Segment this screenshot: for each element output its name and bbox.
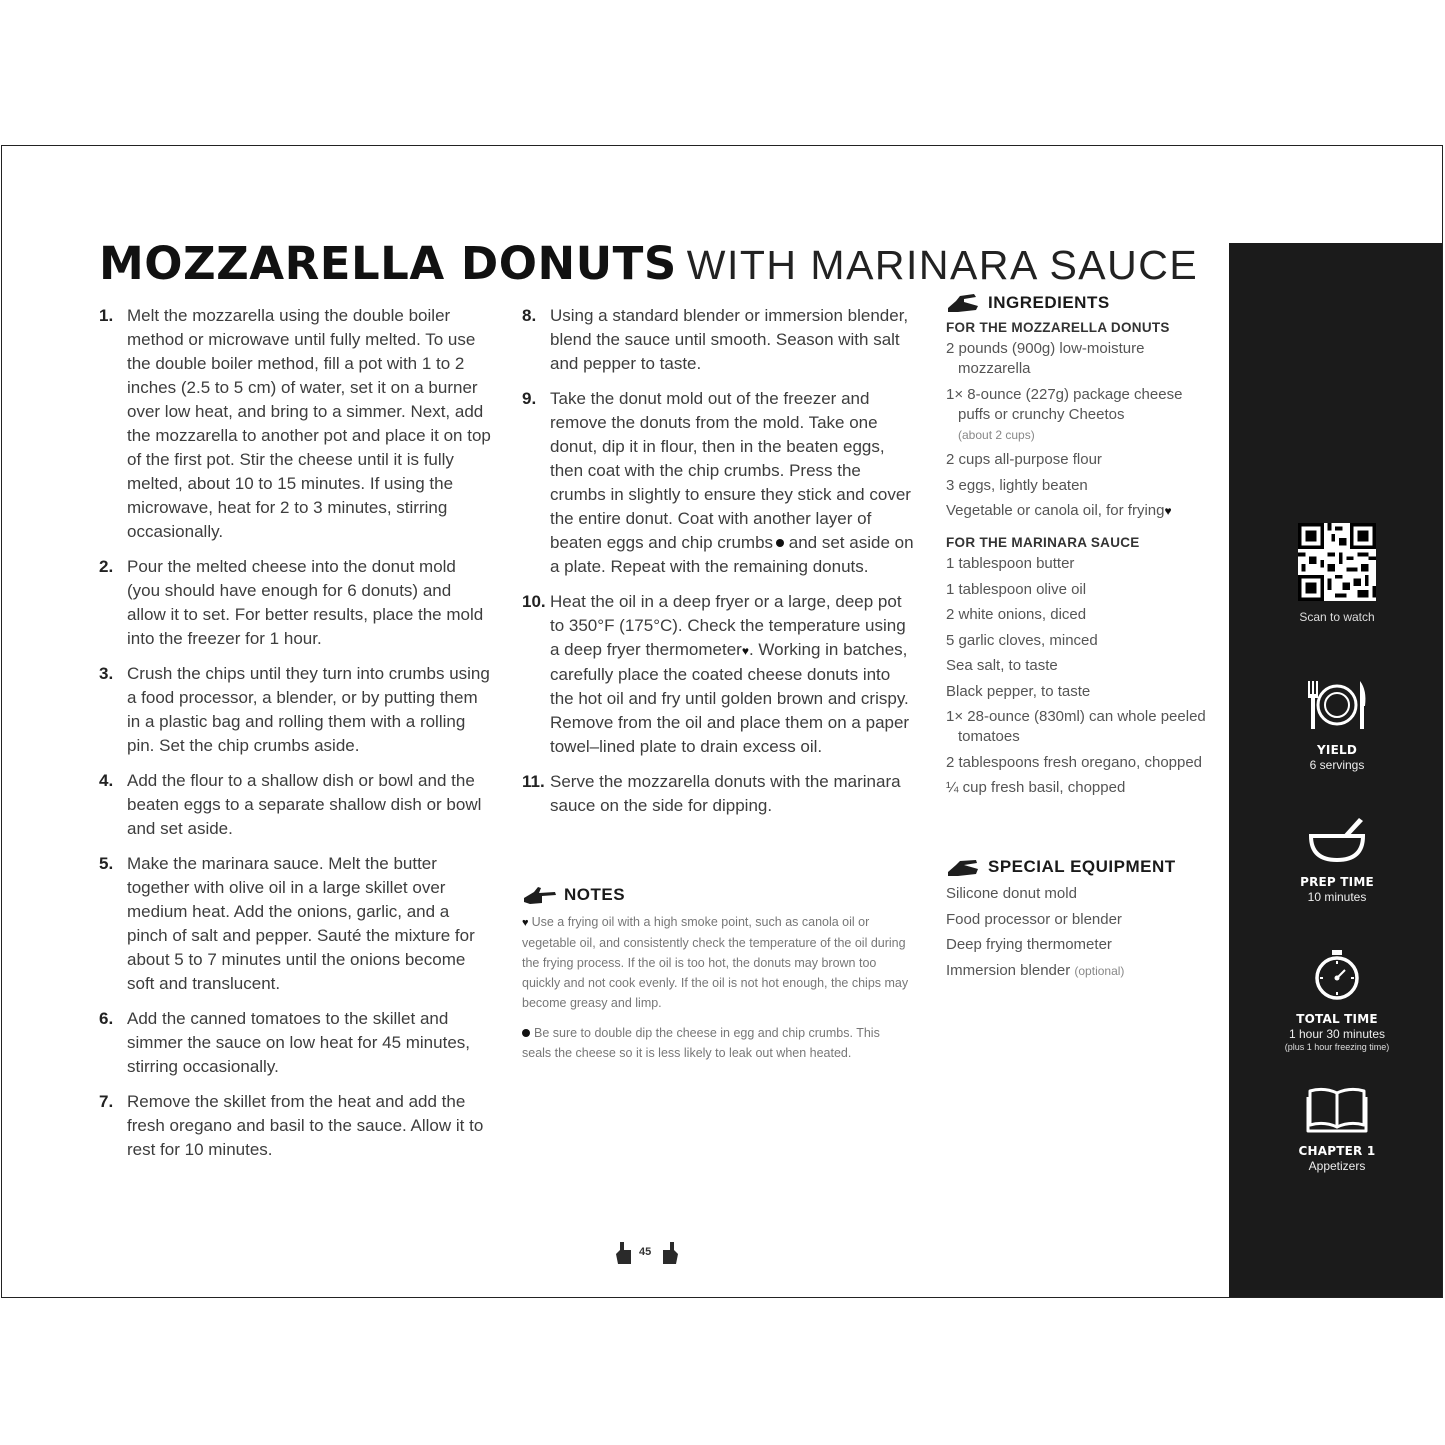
step-item — [522, 590, 917, 759]
ingredient-item: 2 white onions, diced — [946, 606, 1087, 623]
step-item — [99, 555, 491, 651]
step-item — [522, 387, 917, 579]
glove-holding-icon — [946, 292, 982, 314]
heart-icon: ♥ — [741, 644, 749, 658]
ingredient-item: 5 garlic cloves, minced — [946, 631, 1098, 649]
equipment-list — [946, 884, 1216, 981]
ingredient-note: (about 2 cups) — [958, 427, 1035, 442]
equipment-item: Silicone donut mold — [946, 885, 1077, 902]
step-text: Remove the skillet from the heat and add the fresh oregano and basil to the sauce. Allow it to rest for 10 minutes. — [127, 1092, 484, 1159]
ingredients-heading-row — [946, 292, 1216, 314]
notes-heading: NOTES — [564, 885, 626, 904]
step-text: Melt the mozzarella using the double boiler method or microwave until fully melted. To use the double boiler method, fill a pot with 1 to 2 inches (2.5 to 5 cm) of water, set it on a burner over low heat, and bring to a simmer. Next, add the mozzarella to another pot and place it on top of the first pot. Stir the cheese until it is fully melted, about 10 to 15 minutes. If using the microwave, heat for 2 to 3 minutes, stirring occasionally. — [127, 306, 491, 541]
step-item — [99, 304, 491, 544]
yield-value: 6 servings — [1309, 758, 1365, 772]
ingredient-item: 1 tablespoon olive oil — [946, 580, 1087, 598]
notes-heading-row — [522, 884, 912, 906]
recipe-title — [99, 237, 1199, 290]
ingredient-item — [946, 501, 1216, 521]
thumbs-up-icon — [614, 1240, 634, 1266]
ingredient-item: 2 tablespoons fresh oregano, chopped — [946, 753, 1203, 771]
ingredient-item: 2 pounds (900g) low-moisture mozzarella — [946, 340, 1145, 377]
equipment-item — [946, 961, 1216, 981]
step-number: 3. — [99, 664, 114, 683]
step-text: Take the donut mold out of the freezer and remove the donuts from the mold. Take one donut, dip it in flour, then in the beaten eggs, then coat with the chip crumbs. Press the crumbs in slightly to ensure they stick and cover the entire donut. Coat with another layer of beaten eggs and chip crumbs — [550, 389, 911, 552]
recipe-title-main: MOZZARELLA DONUTS — [99, 237, 677, 290]
note-item — [522, 912, 912, 1013]
qr-block — [1229, 523, 1443, 625]
note-text: Use a frying oil with a high smoke point, such as canola oil or vegetable oil, and consistently check the temperature of the oil during the frying process. If the oil is too hot, the donuts may brown too quickly and not cook evenly. If the oil is not hot enough, the chips may become greasy and limp. — [522, 915, 909, 1010]
step-text: Using a standard blender or immersion blender, blend the sauce until smooth. Season with salt and pepper to taste. — [550, 306, 909, 373]
glove-holding-icon — [946, 856, 982, 878]
step-item — [99, 662, 491, 758]
equipment-heading: SPECIAL EQUIPMENT — [988, 857, 1176, 876]
heart-icon: ♥ — [522, 917, 532, 929]
step-text: Make the marinara sauce. Melt the butter together with olive oil in a large skillet over medium heat. Add the onions, garlic, and a pinch of salt and pepper. Sauté the mixture for about 5 to 7 minutes until the onions become soft and translucent. — [127, 854, 475, 993]
qr-code-icon[interactable] — [1298, 523, 1376, 601]
steps-column-2 — [522, 304, 917, 829]
note-item — [522, 1023, 912, 1063]
ingredient-item: Black pepper, to taste — [946, 682, 1091, 700]
equipment-heading-row — [946, 856, 1216, 878]
sauce-subheading: FOR THE MARINARA SAUCE — [946, 535, 1140, 550]
ingredient-item: Sea salt, to taste — [946, 657, 1058, 674]
step-number: 9. — [522, 389, 537, 408]
equipment-section — [946, 856, 1216, 986]
cookbook-page — [1, 145, 1443, 1298]
step-number: 1. — [99, 306, 114, 325]
step-number: 11. — [522, 772, 545, 791]
equipment-note: (optional) — [1074, 963, 1125, 978]
step-number: 2. — [99, 557, 114, 576]
step-item — [522, 304, 917, 376]
mixing-bowl-icon — [1307, 816, 1367, 864]
page-number: 45 — [639, 1246, 652, 1258]
chapter-block — [1229, 1085, 1443, 1174]
total-time-block — [1229, 949, 1443, 1052]
step-number: 6. — [99, 1009, 114, 1028]
step-number: 8. — [522, 306, 537, 325]
recipe-title-sub: WITH MARINARA SAUCE — [686, 242, 1199, 288]
ingredient-item: 1× 28-ounce (830ml) can whole peeled tomatoes — [946, 708, 1206, 745]
steps-column-1 — [99, 304, 491, 1173]
prep-time-block — [1229, 816, 1443, 905]
heart-icon: ♥ — [1164, 504, 1172, 518]
equipment-item: Deep frying thermometer — [946, 936, 1112, 953]
black-dot-icon — [776, 539, 784, 547]
ingredient-text: Vegetable or canola oil, for frying — [946, 502, 1165, 519]
note-text: Be sure to double dip the cheese in egg and chip crumbs. This seals the cheese so it is less likely to leak out when heated. — [522, 1026, 880, 1060]
step-text: Pour the melted cheese into the donut mold (you should have enough for 6 donuts) and allow it to set. For better results, place the mold into the freezer for 1 hour. — [127, 557, 484, 648]
yield-block — [1229, 678, 1443, 773]
step-number: 5. — [99, 854, 114, 873]
step-item — [99, 852, 491, 996]
equipment-item: Food processor or blender — [946, 910, 1122, 928]
total-time-label: TOTAL TIME — [1296, 1012, 1378, 1026]
step-text: Heat the oil in a deep fryer or a large, deep pot to 350°F (175°C). Check the temperature using a deep fryer thermometer — [550, 592, 906, 659]
step-text: Crush the chips until they turn into crumbs using a food processor, a blender, or by putting them in a plastic bag and rolling them with a rolling pin. Set the chip crumbs aside. — [127, 664, 490, 755]
step-item — [99, 769, 491, 841]
ingredient-text: 1× 8-ounce (227g) package cheese puffs or crunchy Cheetos — [946, 385, 1183, 423]
donuts-subheading: FOR THE MOZZARELLA DONUTS — [946, 320, 1170, 335]
notes-section — [522, 884, 912, 1063]
prep-time-label: PREP TIME — [1300, 875, 1374, 889]
step-text: Add the canned tomatoes to the skillet and simmer the sauce on low heat for 45 minutes, stirring occasionally. — [127, 1009, 470, 1076]
thumbs-up-icon — [660, 1240, 680, 1266]
ingredient-item: 3 eggs, lightly beaten — [946, 476, 1088, 494]
open-book-icon — [1306, 1085, 1368, 1133]
ingredient-item: 1 tablespoon butter — [946, 555, 1075, 572]
step-text: Serve the mozzarella donuts with the marinara sauce on the side for dipping. — [550, 772, 901, 815]
step-number: 4. — [99, 771, 114, 790]
prep-time-value: 10 minutes — [1307, 890, 1367, 904]
step-text: Add the flour to a shallow dish or bowl and the beaten eggs to a separate shallow dish or bowl and set aside. — [127, 771, 482, 838]
step-text-continued: . Working in batches, carefully place the coated cheese donuts into the hot oil and fry until golden brown and crispy. Remove from the oil and place them on a paper towel–lined plate to drain excess oil. — [550, 640, 910, 756]
glove-pointing-icon — [522, 884, 558, 906]
black-dot-icon — [522, 1029, 530, 1037]
step-item — [522, 770, 917, 818]
ingredient-item — [946, 385, 1216, 445]
total-time-value: 1 hour 30 minutes — [1288, 1027, 1386, 1041]
chapter-value: Appetizers — [1308, 1159, 1366, 1173]
equipment-text: Immersion blender — [946, 961, 1071, 979]
scan-label: Scan to watch — [1299, 610, 1375, 624]
stopwatch-icon — [1311, 949, 1363, 1001]
yield-label: YIELD — [1317, 743, 1357, 757]
step-number: 10. — [522, 592, 546, 611]
step-number: 7. — [99, 1092, 114, 1111]
step-text-continued: and set aside on a plate. Repeat with the remaining donuts. — [550, 533, 914, 576]
info-sidebar — [1229, 243, 1443, 1298]
ingredient-item: 2 cups all-purpose flour — [946, 451, 1102, 468]
ingredient-item: ¼ cup fresh basil, chopped — [946, 779, 1126, 796]
chapter-label: CHAPTER 1 — [1298, 1144, 1376, 1158]
plate-fork-knife-icon — [1304, 678, 1370, 732]
page-number-block — [614, 1236, 684, 1272]
ingredients-heading: INGREDIENTS — [988, 293, 1110, 312]
step-item — [99, 1007, 491, 1079]
step-item — [99, 1090, 491, 1162]
ingredients-section — [946, 292, 1216, 804]
total-time-note: (plus 1 hour freezing time) — [1284, 1042, 1390, 1052]
